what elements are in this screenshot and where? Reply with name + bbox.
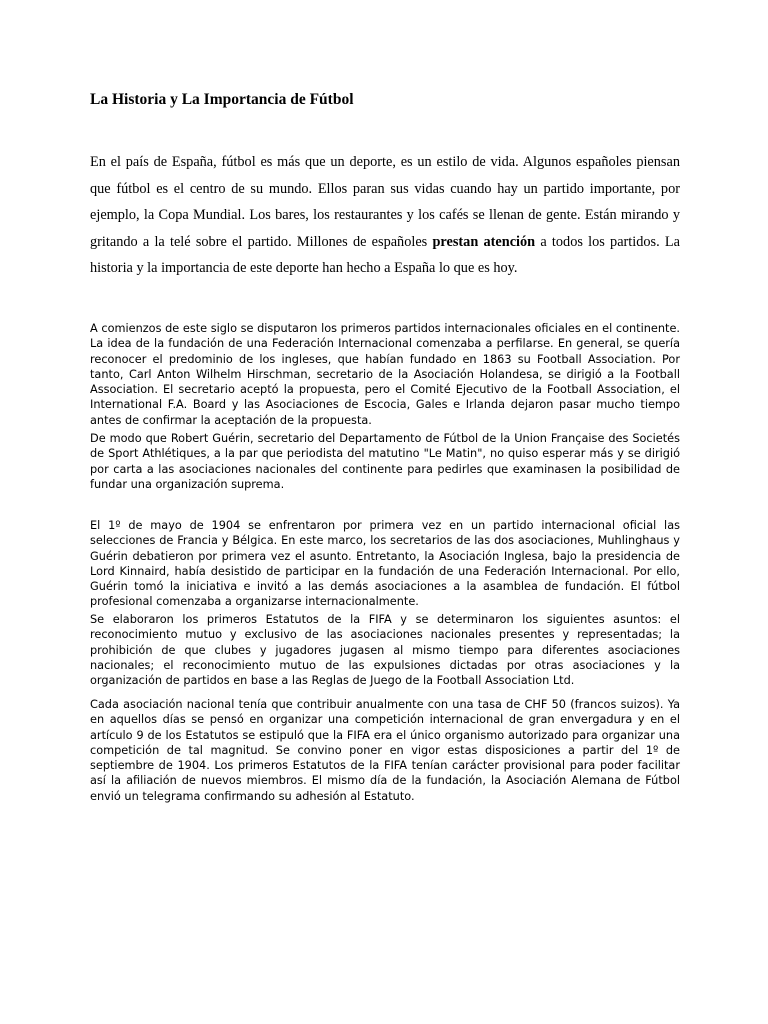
body-paragraph: A comienzos de este siglo se disputaron los primeros partidos internacionales oficiales en el continente. La idea de la fundación de una Federación Internacional comenzaba a perfilarse. En general, se quería reconocer el predominio de los ingleses, que habían fundado en 1863 su Football Association. Por tanto, Carl Anton Wilhelm Hirschman, secretario de la Asociación Holandesa, se dirigió a la Football Association. El secretario aceptó la propuesta, pero el Comité Ejecutivo de la Football Association, el International F.A. Board y las Asociaciones de Escocia, Gales e Irlanda dejaron pasar mucho tiempo antes de confirmar la aceptación de la propuesta.	[90, 322, 680, 427]
document-title: La Historia y La Importancia de Fútbol	[90, 91, 354, 108]
body-paragraph: Cada asociación nacional tenía que contribuir anualmente con una tasa de CHF 50 (francos suizos). Ya en aquellos días se pensó en organizar una competición internacional de gran envergadura y en el artículo 9 de los Estatutos se estipuló que la FIFA era el único organismo autorizado para organizar una competición de tal magnitud. Se convino poner en vigor estas disposiciones a partir del 1º de septiembre de 1904. Los primeros Estatutos de la FIFA tenían carácter provisional para poder facilitar así la afiliación de nuevos miembros. El mismo día de la fundación, la Asociación Alemana de Fútbol envió un telegrama confirmando su adhesión al Estatuto.	[90, 698, 680, 803]
body-paragraph: De modo que Robert Guérin, secretario del Departamento de Fútbol de la Union Française des Societés de Sport Athlétiques, a la par que periodista del matutino "Le Matin", no quiso esperar más y se dirigió por carta a las asociaciones nacionales del continente para pedirles que examinasen la posibilidad de fundar una organización suprema.	[90, 432, 680, 491]
intro-bold-phrase: prestan atención	[432, 233, 536, 250]
intro-text-start: En el país de España, fútbol es más que un deporte, es un estilo de vida. Algunos españoles piensan que fútbol es el centro de su mundo. Ellos paran sus vidas cuando hay un partido importante, por ejemplo, la Copa Mundial. Los bares, los restaurantes y los cafés se llenan de gente. Están mirando y gritando a la telé sobre el partido. Millones de españoles	[90, 154, 680, 250]
body-paragraph: El 1º de mayo de 1904 se enfrentaron por primera vez en un partido internacional oficial las selecciones de Francia y Bélgica. En este marco, los secretarios de las dos asociaciones, Muhlinghaus y Guérin debatieron por primera vez el asunto. Entretanto, la Asociación Inglesa, bajo la presidencia de Lord Kinnaird, había desistido de participar en la fundación de una Federación Internacional. Por ello, Guérin tomó la iniciativa e invitó a las demás asociaciones a la asamblea de fundación. El fútbol profesional comenzaba a organizarse internacionalmente.	[90, 519, 680, 609]
body-paragraph: Se elaboraron los primeros Estatutos de la FIFA y se determinaron los siguientes asuntos: el reconocimiento mutuo y exclusivo de las asociaciones nacionales presentes y representadas; la prohibición de que clubes y jugadores jugasen al mismo tiempo para diferentes asociaciones nacionales; el reconocimiento mutuo de las expulsiones dictadas por otras asociaciones y la organización de partidos en base a las Reglas de Juego de la Football Association Ltd.	[90, 613, 680, 688]
intro-paragraph	[90, 149, 680, 282]
intro-text-end: a todos los partidos. La historia y la importancia de este deporte han hecho a España lo que es hoy.	[90, 233, 680, 277]
